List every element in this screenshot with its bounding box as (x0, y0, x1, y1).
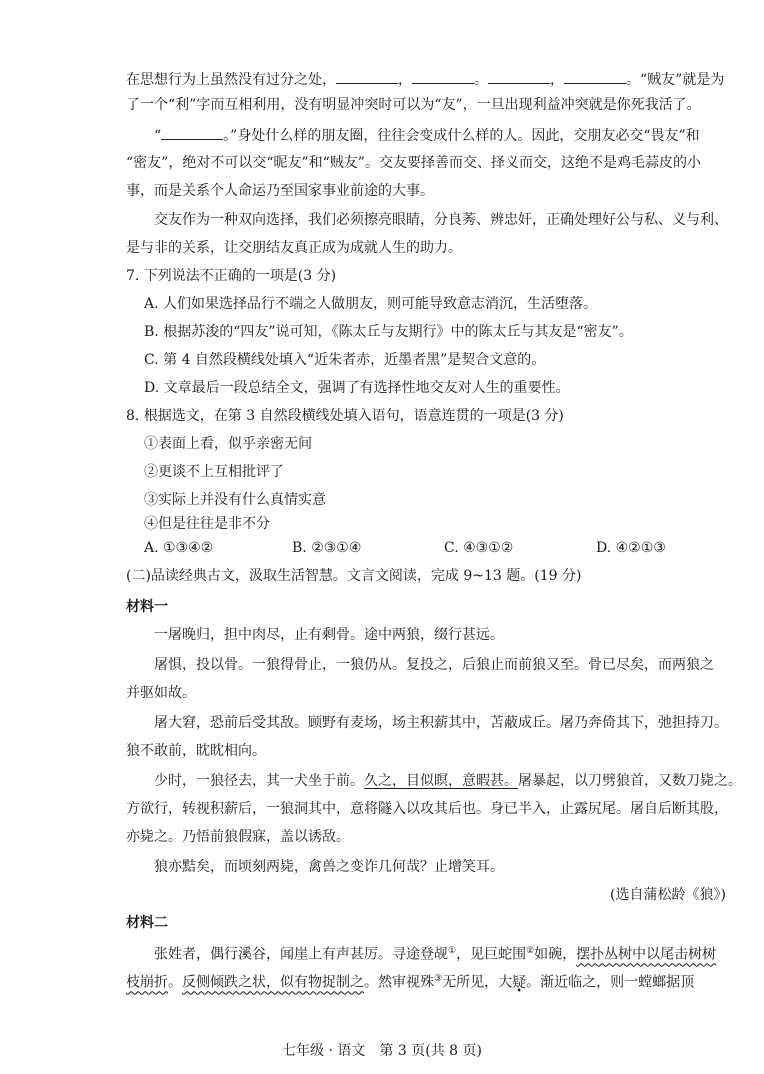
q7-option-a[interactable]: A. 人们如果选择品行不端之人做朋友，则可能导致意志消沉，生活堕落。 (144, 296, 598, 312)
text: 屠暴起，以刀劈狼首，又数刀毙之。 (518, 773, 742, 789)
wavy-underlined-sentence: 枝崩折 (126, 974, 168, 991)
q8-item-1: ①表面上看，似乎亲密无间 (144, 436, 312, 452)
text: 大 (498, 974, 513, 991)
material-1-para-2b: 并驱如故。 (126, 685, 196, 701)
q8-option-b[interactable]: B. ②③①④ (292, 540, 362, 556)
q8-item-3: ③实际上并没有什么真情实意 (144, 492, 326, 508)
text: ， (550, 72, 564, 88)
intro-line-2: 了一个“利”字而互相利用，没有明显冲突时可以为“友”，一旦出现利益冲突就是你死我活了。 (126, 97, 701, 113)
material-1-para-4c: 亦毙之。乃悟前狼假寐，盖以诱敌。 (126, 829, 350, 845)
material-1-para-5: 狼亦黠矣，而顷刻两毙，禽兽之变诈几何哉？止增笑耳。 (154, 859, 504, 875)
footnote-mark: ① (448, 946, 457, 956)
q8-option-d[interactable]: D. ④②①③ (596, 540, 666, 556)
q7-option-c[interactable]: C. 第 4 自然段横线处填入“近朱者赤，近墨者黑”是契合文意的。 (144, 352, 546, 368)
fill-blank[interactable] (488, 68, 550, 84)
material-1-para-4a (154, 771, 742, 791)
underlined-sentence: 久之，目似瞑，意暇甚。 (364, 773, 518, 789)
wavy-underlined-sentence: 反侧倾跌之状，似有物捉制之 (182, 974, 364, 991)
text: 。渐近临之，则一螳螂据顶 (526, 974, 695, 991)
material-2-line-1 (154, 941, 716, 961)
text: 在思想行为上虽然没有过分之处， (126, 72, 336, 88)
text: 张姓者，偶行溪谷，闻崖上有声甚厉。寻途登觇 (154, 946, 448, 963)
material-1-title: 材料一 (126, 599, 168, 615)
q7-stem: 7. 下列说法不正确的一项是(3 分) (126, 268, 337, 284)
q8-options (144, 538, 704, 558)
page-footer: 七年级 · 语文 第 3 页(共 8 页) (282, 1043, 482, 1059)
text: ，见巨蛇围 (456, 946, 527, 963)
material-1-source: (选自蒲松龄《狼》) (610, 887, 726, 903)
intro-line-7: 是与非的关系，让交朋结友真正成为成就人生的助力。 (126, 240, 462, 256)
fill-blank[interactable] (564, 68, 626, 84)
q7-option-d[interactable]: D. 文章最后一段总结全文，强调了有选择性地交友对人生的重要性。 (144, 380, 570, 396)
material-1-para-4b: 方欲行，转视积薪后，一狼洞其中，意将隧入以攻其后也。身已半入，止露尻尾。屠自后断其股， (126, 801, 728, 817)
fill-blank[interactable] (412, 68, 474, 84)
text: 。“贼友”就是为 (626, 72, 725, 88)
intro-line-4: “密友”，绝对不可以交“昵友”和“贼友”。交友要择善而交、择义而交，这绝不是鸡毛蒜皮的小 (126, 155, 701, 171)
q8-stem: 8. 根据选文，在第 3 自然段横线处填入语句，语意连贯的一项是(3 分) (126, 408, 564, 424)
text: ， (398, 72, 412, 88)
intro-line-6: 交友作为一种双向选择，我们必须擦亮眼睛，分良莠、辨忠奸，正确处理好公与私、义与利、 (154, 212, 728, 228)
text: 如碗， (534, 946, 577, 963)
material-1-para-3a: 屠大窘，恐前后受其敌。顾野有麦场，场主积薪其中，苫蔽成丘。屠乃奔倚其下，弛担持刀。 (154, 715, 728, 731)
footnote-mark: ② (526, 946, 535, 956)
section-heading: (二)品读经典古文，汲取生活智慧。文言文阅读，完成 9~13 题。(19 分) (126, 568, 582, 584)
text: 。然审视殊 (364, 974, 434, 991)
intro-line-3 (154, 124, 700, 144)
text: 。 (474, 72, 488, 88)
intro-line-5: 事，而是关系个人命运乃至国家事业前途的大事。 (126, 183, 434, 199)
text: 无所见， (442, 974, 499, 991)
material-1-para-1: 一屠晚归，担中肉尽，止有剩骨。途中两狼，缀行甚远。 (154, 627, 504, 643)
q8-item-2: ②更谈不上互相批评了 (144, 464, 284, 480)
q8-option-c[interactable]: C. ④③①② (444, 540, 514, 556)
material-2-title: 材料二 (126, 915, 168, 931)
wavy-underlined-sentence: 摆扑丛树中以尾击树树 (576, 946, 717, 963)
material-1-para-2a: 屠惧，投以骨。一狼得骨止，一狼仍从。复投之，后狼止而前狼又至。骨已尽矣，而两狼之 (154, 657, 714, 673)
text: 。”身处什么样的朋友圈，往往会变成什么样的人。因此，交朋友必交“畏友”和 (223, 128, 700, 144)
material-1-para-3b: 狼不敢前，眈眈相向。 (126, 743, 266, 759)
intro-line-1 (126, 68, 724, 88)
q8-option-a[interactable]: A. ①③④② (144, 540, 214, 556)
fill-blank[interactable] (161, 124, 223, 140)
q8-item-4: ④但是往往是非不分 (144, 516, 270, 532)
material-2-line-2 (126, 969, 694, 989)
emphasis-dot-char: 疑 (512, 974, 527, 991)
fill-blank[interactable] (336, 68, 398, 84)
text: “ (154, 128, 162, 144)
footnote-mark: ③ (434, 974, 443, 984)
text: 少时，一狼径去，其一犬坐于前。 (154, 773, 364, 789)
text: 。 (168, 974, 182, 991)
q7-option-b[interactable]: B. 根据苏浚的“四友”说可知，《陈太丘与友期行》中的陈太丘与其友是“密友”。 (144, 324, 633, 340)
